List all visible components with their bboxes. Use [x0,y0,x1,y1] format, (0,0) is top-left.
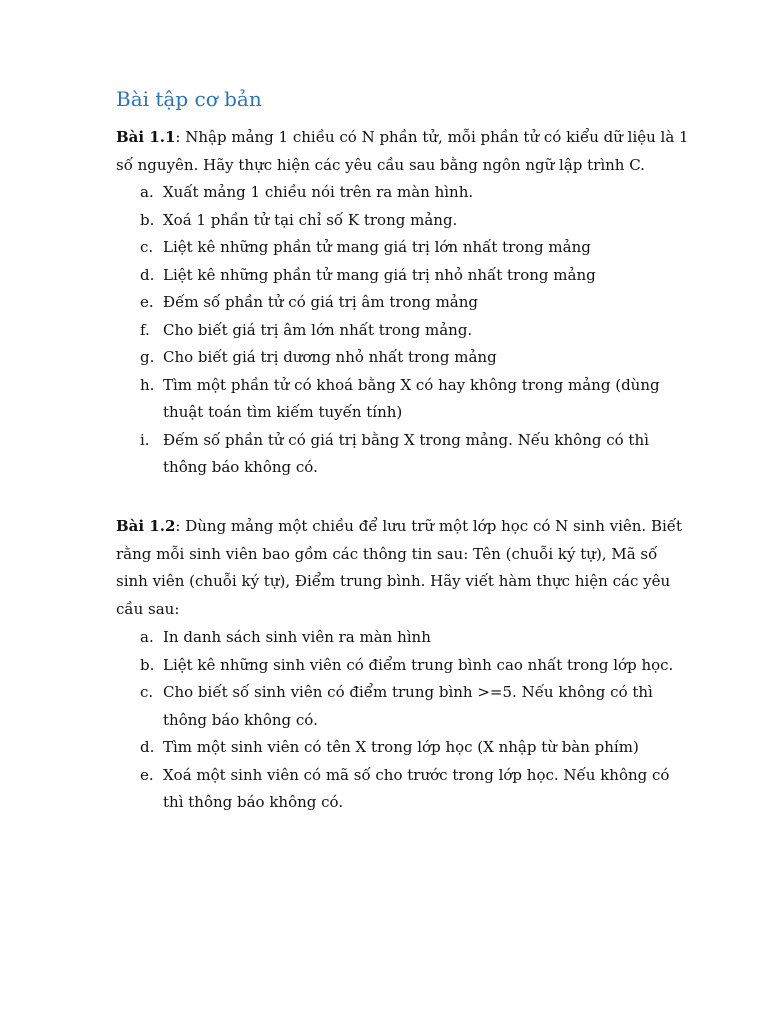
exercise-2-label: Bài 1.2 [116,517,176,535]
exercise-1-intro-line: số nguyên. Hãy thực hiện các yêu cầu sau bằng ngôn ngữ lập trình C. [116,155,645,174]
list-item-text: Cho biết giá trị âm lớn nhất trong mảng. [163,320,473,339]
list-item-marker: c. [140,238,154,256]
exercise-2-intro-line: rằng mỗi sinh viên bao gồm các thông tin sau: Tên (chuỗi ký tự), Mã số [116,544,658,563]
exercise-1-intro-line [116,124,689,152]
list-item-marker: d. [140,265,155,284]
list-item-text: Cho biết giá trị dương nhỏ nhất trong mảng [163,348,497,366]
list-item [116,679,656,734]
list-item-text: thông báo không có. [163,710,318,729]
list-item [116,624,656,652]
list-item-text: Đếm số phần tử có giá trị âm trong mảng [163,293,479,311]
list-item-marker: h. [140,375,155,394]
list-item-text: Liệt kê những phần tử mang giá trị nhỏ nhất trong mảng [163,265,596,284]
exercise-1-intro [116,124,689,179]
exercise-2-intro-line: sinh viên (chuỗi ký tự), Điểm trung bình. Hãy viết hàm thực hiện các yêu [116,572,671,590]
list-item [116,734,656,762]
list-item [116,179,656,207]
list-item-marker: a. [140,628,154,646]
list-item [116,762,670,817]
list-item [116,652,674,680]
list-item [116,289,656,317]
list-item-text: thông báo không có. [163,458,318,476]
list-item-text: thuật toán tìm kiếm tuyến tính) [163,403,403,421]
exercise-2-intro [116,513,683,623]
list-item-marker: d. [140,738,155,756]
list-item-marker: a. [140,183,154,201]
list-item-text: Xoá một sinh viên có mã số cho trước trong lớp học. Nếu không có [163,765,670,784]
list-item [116,207,656,235]
list-item-marker: b. [140,655,155,674]
list-item [116,234,656,262]
exercise-1-intro-text: : Nhập mảng 1 chiều có N phần tử, mỗi phần tử có kiểu dữ liệu là 1 [175,128,689,146]
list-item-marker: e. [140,293,154,311]
list-item-marker: i. [140,430,150,449]
exercise-2-intro-text: : Dùng mảng một chiều để lưu trữ một lớp học có N sinh viên. Biết [175,517,683,535]
exercise-1-list [116,179,660,482]
list-item-marker: g. [140,348,155,366]
list-item-text: Đếm số phần tử có giá trị bằng X trong mảng. Nếu không có thì [163,430,649,449]
list-item-marker: e. [140,765,154,784]
list-item [116,344,656,372]
list-item-text: Tìm một sinh viên có tên X trong lớp học (X nhập từ bàn phím) [163,738,639,756]
list-item [116,427,656,482]
list-item-marker: f. [140,320,150,339]
exercise-2-intro-line [116,513,683,541]
list-item-marker: b. [140,210,155,229]
exercise-1-label: Bài 1.1 [116,128,176,146]
list-item-text: Xuất mảng 1 chiều nói trên ra màn hình. [163,183,474,201]
list-item-marker: c. [140,683,154,701]
list-item-text: thì thông báo không có. [163,793,344,811]
list-item [116,372,660,427]
list-item-text: Liệt kê những phần tử mang giá trị lớn nhất trong mảng [163,238,591,256]
list-item-text: Liệt kê những sinh viên có điểm trung bình cao nhất trong lớp học. [163,655,674,674]
exercise-2-intro-line: cầu sau: [116,599,180,618]
list-item-text: Tìm một phần tử có khoá bằng X có hay không trong mảng (dùng [163,375,660,394]
list-item-text: In danh sách sinh viên ra màn hình [163,628,431,646]
section-heading: Bài tập cơ bản [116,87,262,111]
list-item-text: Cho biết số sinh viên có điểm trung bình >=5. Nếu không có thì [163,683,653,701]
list-item [116,317,656,345]
exercise-2-list [116,624,674,817]
list-item [116,262,656,290]
list-item-text: Xoá 1 phần tử tại chỉ số K trong mảng. [163,210,458,229]
